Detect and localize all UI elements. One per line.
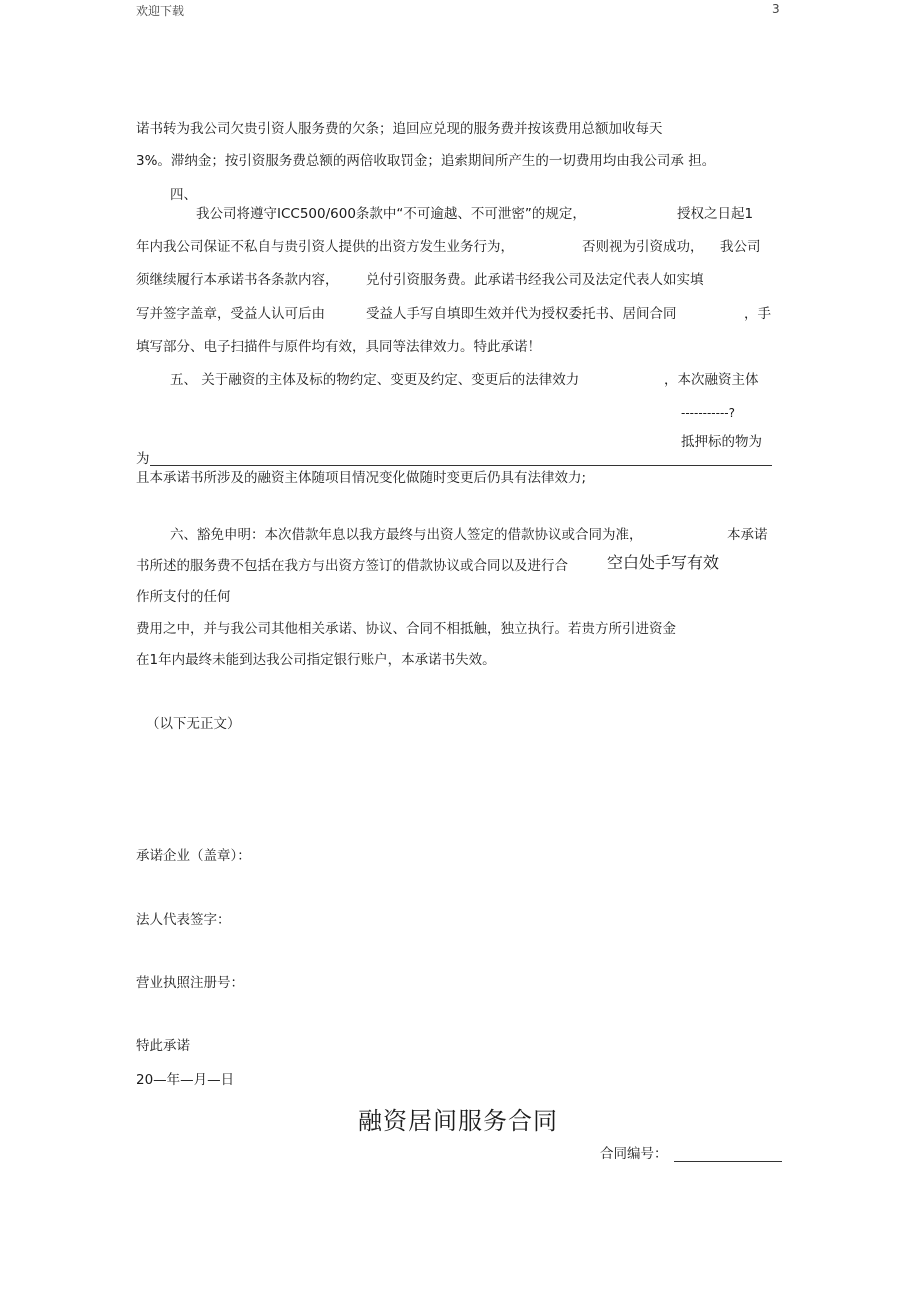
section5-wei: 为 xyxy=(136,451,150,467)
section4-label: 四、 xyxy=(170,187,197,203)
license-no-label: 营业执照注册号： xyxy=(136,975,244,991)
section4-line2b: 否则视为引资成功， xyxy=(582,239,704,255)
section4-line2a: 年内我公司保证不私自与贵引资人提供的出资方发生业务行为， xyxy=(136,239,514,255)
section6-line1a: 六、豁免申明：本次借款年息以我方最终与出资人签定的借款协议或合同为准， xyxy=(170,527,643,543)
header-left: 欢迎下载 xyxy=(136,4,185,18)
section4-line4b: 受益人手写自填即生效并代为授权委托书、居间合同 xyxy=(366,306,677,322)
closing-text: 特此承诺 xyxy=(136,1038,190,1054)
section6-line4: 费用之中，并与我公司其他相关承诺、协议、合同不相抵触，独立执行。若贵方所引进资金 xyxy=(136,621,676,637)
section6-line5: 在1年内最终未能到达我公司指定银行账户，本承诺书失效。 xyxy=(136,652,496,668)
section4-line2c: 我公司 xyxy=(720,239,761,255)
section6-line3: 作所支付的任何 xyxy=(136,589,231,605)
section4-line4a: 写并签字盖章，受益人认可后由 xyxy=(136,306,325,322)
date-line: 20—年—月—日 xyxy=(136,1072,235,1088)
section5-collateral: 抵押标的物为 xyxy=(681,434,762,450)
section5-line1a: 五、 关于融资的主体及标的物约定、变更及约定、变更后的法律效力 xyxy=(170,372,580,388)
section4-line4c: ，手 xyxy=(744,306,771,322)
section4-line1a: 我公司将遵守ICC500/600条款中“不可逾越、不可泄密”的规定， xyxy=(196,206,586,222)
contract-title: 融资居间服务合同 xyxy=(358,1107,558,1135)
legal-rep-label: 法人代表签字： xyxy=(136,912,231,928)
page-number: 3 xyxy=(772,2,780,16)
contract-number-label: 合同编号： xyxy=(600,1146,668,1162)
section4-line1b: 授权之日起1 xyxy=(677,206,754,222)
contract-number-line xyxy=(674,1161,782,1162)
section5-line-last: 且本承诺书所涉及的融资主体随项目情况变化做随时变更后仍具有法律效力; xyxy=(136,470,587,486)
paragraph3-line1: 诺书转为我公司欠贵引资人服务费的欠条；追回应兑现的服务费并按该费用总额加收每天 xyxy=(136,121,663,137)
handwrite-note: 空白处手写有效 xyxy=(607,553,720,572)
section4-line3a: 须继续履行本承诺书各条款内容， xyxy=(136,272,339,288)
section4-line5: 填写部分、电子扫描件与原件均有效，具同等法律效力。特此承诺！ xyxy=(136,339,541,355)
section5-blank-mark: -----------? xyxy=(681,406,735,420)
section5-line1b: ，本次融资主体 xyxy=(664,372,759,388)
section5-blank-line xyxy=(150,465,772,466)
paragraph3-line2: 3%。滞纳金；按引资服务费总额的两倍收取罚金；追索期间所产生的一切费用均由我公司承 担。 xyxy=(136,153,716,169)
section4-line3b: 兑付引资服务费。此承诺书经我公司及法定代表人如实填 xyxy=(366,272,704,288)
section6-line2: 书所述的服务费不包括在我方与出资方签订的借款协议或合同以及进行合 xyxy=(136,558,568,574)
end-note: （以下无正文） xyxy=(146,716,241,732)
section6-line1b: 本承诺 xyxy=(727,527,768,543)
company-seal-label: 承诺企业（盖章）： xyxy=(136,848,251,864)
